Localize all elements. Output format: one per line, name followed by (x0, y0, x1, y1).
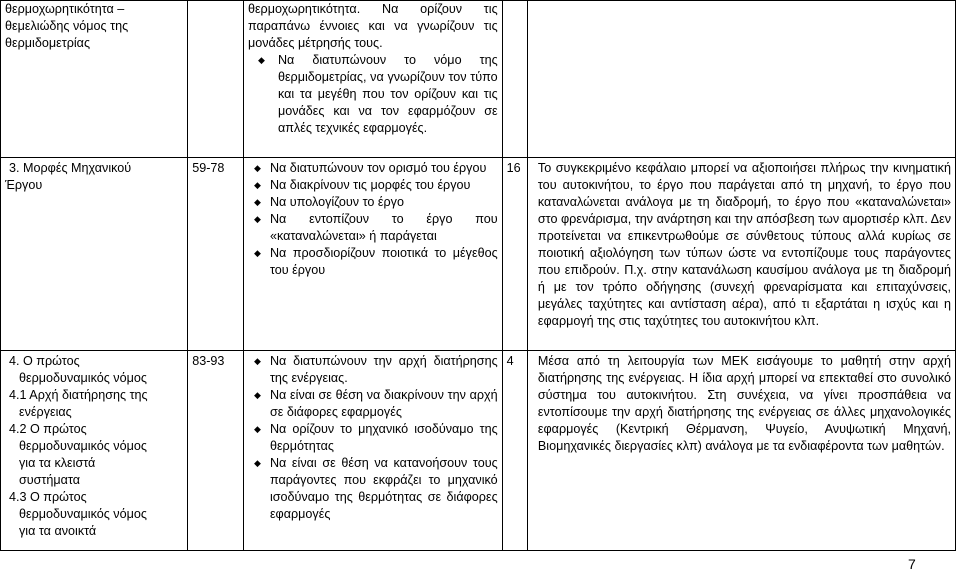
objective-item: ◆ Να διακρίνουν τις μορφές του έργου (244, 177, 498, 194)
topic-cell (1, 158, 188, 351)
objective-item: ◆ Να ορίζουν το μηχανικό ισοδύναμο της θερμότητας (244, 421, 498, 455)
topic-line: θερμοδυναμικός νόμος (19, 371, 147, 385)
table-row (1, 351, 956, 551)
remarks-cell (527, 1, 955, 158)
topic-line: ενέργειας (19, 405, 72, 419)
topic-line: 4.3 Ο πρώτος (9, 490, 87, 504)
pages-cell: 59-78 (188, 158, 244, 351)
topic-line: Έργου (5, 178, 43, 192)
topic-line: για τα κλειστά (19, 456, 96, 470)
remarks-cell (527, 351, 955, 551)
objective-item: ◆ Να προσδιορίζουν ποιοτικά το μέγεθος του έργου (244, 245, 498, 279)
objective-item: ◆ Να εντοπίζουν το έργο που «καταναλώνεται» ή παράγεται (244, 211, 498, 245)
topic-line: θερμιδομετρίας (5, 36, 91, 50)
objective-text: θερμοχωρητικότητα. Να ορίζουν τις παραπάνω έννοιες και να γνωρίζουν τις μονάδες μέτρησής τους. (247, 2, 498, 50)
remarks-text: Το συγκεκριμένο κεφάλαιο μπορεί να αξιοποιήσει πλήρως την κινηματική του αυτοκινήτου, το έργο που παράγεται από τη μηχανή, το έργο που καταναλώνεται ανάλογα με τη διαδρομή, το έργο που «καταναλώνεται» στο φρενάρισμα, την ανάρτηση και την απόσβεση των αμορτισέρ κλπ. Δεν προτείνεται να επικεντρωθούμε σε σύνθετους τύπους αλλά κυρίως σε ποιοτική αξιολόγηση των τύπων ώστε να εντοπίζουμε τους παράγοντες που επιδρούν. Π.χ. στην κατανάλωση καυσίμου ανάλογα με τη διαδρομή ή με τον τρόπο οδήγησης (συνεχή φρεναρίσματα και επιταχύνσεις, μεγάλες ταχύτητες και αντίσταση αέρα), από τι εξαρτάται η ισχύς και η εφαρμογή της στις ταχύτητες του αυτοκινήτου κλπ. (537, 161, 951, 328)
remarks-text: Μέσα από τη λειτουργία των ΜΕΚ εισάγουμε το μαθητή στην αρχή διατήρησης της ενέργειας. Η ίδια αρχή μπορεί να επεκταθεί στο συνολικό σύστημα του αυτοκινήτου. Στη συνέχεια, να γίνει προσπάθεια να εντοπίσουμε την αρχή διατήρησης της ενέργειας σε άλλες μηχανολογικές εφαρμογές (Κεντρική Θέρμανση, Ψυγείο, Ανυψωτική Μηχανή, Βιομηχανικές διεργασίες κλπ) ανάλογα με τα ενδιαφέροντα των μαθητών. (537, 354, 951, 453)
objective-item: ◆ Να υπολογίζουν το έργο (244, 194, 498, 211)
hours-cell (502, 1, 527, 158)
topic-line: θερμοδυναμικός νόμος (19, 507, 147, 521)
topic-line: θεμελιώδης νόμος της (5, 19, 129, 33)
remarks-cell (527, 158, 955, 351)
topic-cell (1, 351, 188, 551)
topic-line: θερμοχωρητικότητα – (5, 2, 125, 16)
pages-cell: 83-93 (188, 351, 244, 551)
topic-line: 3. Μορφές Μηχανικού (9, 161, 132, 175)
page-number: 7 (908, 556, 916, 572)
objective-item: ◆ Να είναι σε θέση να διακρίνουν την αρχή σε διάφορες εφαρμογές (244, 387, 498, 421)
objective-item: ◆ Να διατυπώνουν το νόμο της θερμιδομετρίας, να γνωρίζουν τον τύπο και τα μεγέθη που τον ορίζουν και τις μονάδες και να τον εφαρμόζουν σε απλές τεχνικές εφαρμογές. (248, 52, 498, 137)
objective-item: ◆ Να διατυπώνουν την αρχή διατήρησης της ενέργειας. (244, 353, 498, 387)
hours-cell: 16 (502, 158, 527, 351)
topic-line: 4.1 Αρχή διατήρησης της (9, 388, 148, 402)
objective-item: ◆ Να είναι σε θέση να κατανοήσουν τους παράγοντες που εκφράζει το μηχανικό ισοδύναμο της θερμότητας σε διάφορες εφαρμογές (244, 455, 498, 523)
pages-cell (188, 1, 244, 158)
topic-line: για τα ανοικτά (19, 524, 97, 538)
table-row (1, 1, 956, 158)
objectives-cell (243, 351, 502, 551)
objectives-cell (243, 158, 502, 351)
topic-cell (1, 1, 188, 158)
topic-line: 4. Ο πρώτος (9, 354, 80, 368)
hours-cell: 4 (502, 351, 527, 551)
objective-item: ◆ Να διατυπώνουν τον ορισμό του έργου (244, 160, 498, 177)
table-row (1, 158, 956, 351)
topic-line: 4.2 Ο πρώτος (9, 422, 87, 436)
objectives-cell (243, 1, 502, 158)
topic-line: θερμοδυναμικός νόμος (19, 439, 147, 453)
topic-line: συστήματα (19, 473, 81, 487)
